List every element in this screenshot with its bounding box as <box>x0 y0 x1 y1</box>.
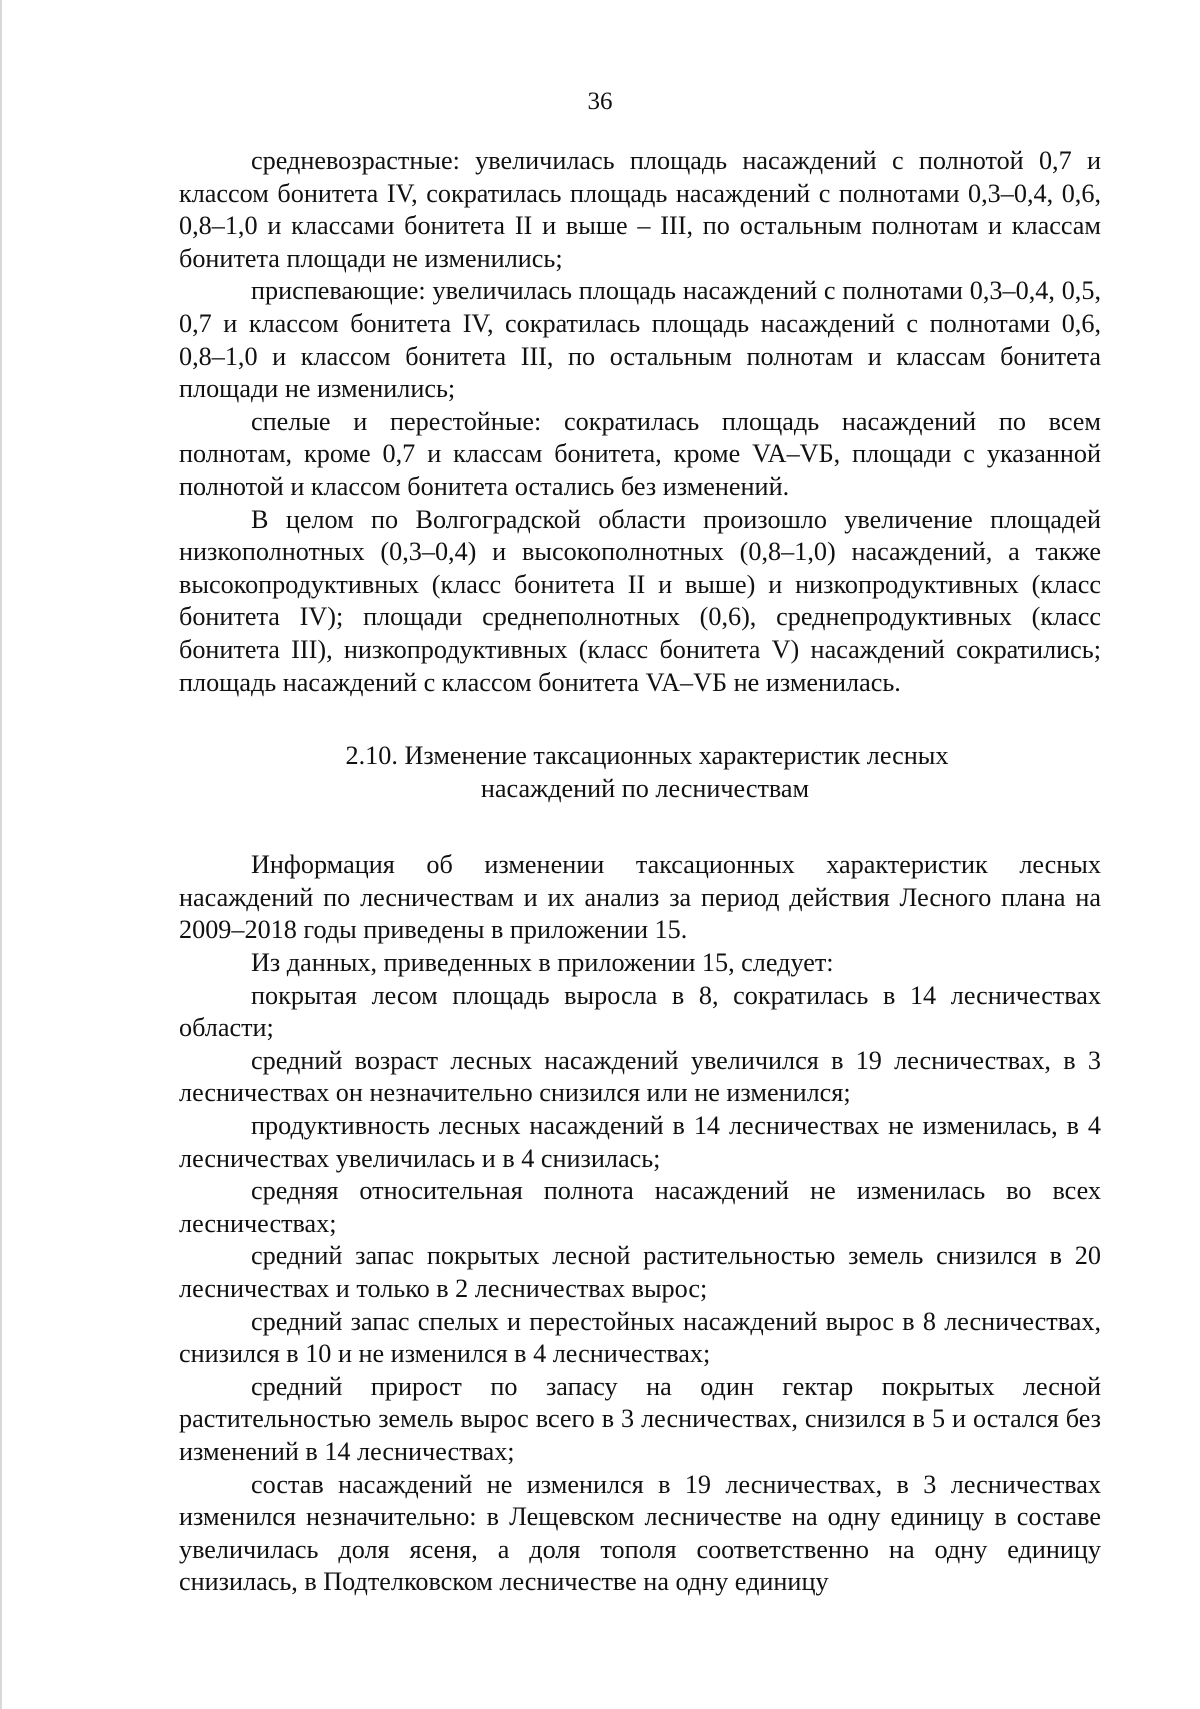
section-heading <box>179 740 1101 805</box>
paragraph-info: Информация об изменении таксационных характеристик лесных насаждений по лесничествам и их анализ за период действия Лесного плана на 2009–2018 годы приведены в приложении 15. <box>179 850 1101 945</box>
list-item-mature-stock: средний запас спелых и перестойных насаждений вырос в 8 лесничествах, снизился в 10 и не изменился в 4 лесничествах; <box>179 1306 1101 1369</box>
paragraph-from-data: Из данных, приведенных в приложении 15, следует: <box>251 948 834 978</box>
paragraph-middle-aged: средневозрастные: увеличилась площадь насаждений с полнотой 0,7 и классом бонитета IV, сократилась площадь насаждений с полнотами 0,3–0,4, 0,6, 0,8–1,0 и классами бонитета II и выше – III, по остальным полнотам и классам бонитета площади не изменились; <box>179 146 1101 273</box>
section-heading-line1: 2.10. Изменение таксационных характеристик лесных <box>345 741 949 771</box>
scan-edge <box>0 0 2 1709</box>
paragraph-volgograd-summary: В целом по Волгоградской области произошло увеличение площадей низкополнотных (0,3–0,4) и высокополнотных (0,8–1,0) насаждений, а также высокопродуктивных (класс бонитета II и выше) и низкопродуктивных (класс бонитета IV); площади среднеполнотных (0,6), среднепродуктивных (класс бонитета III), низкопродуктивных (класс бонитета V) насаждений сократились; площадь насаждений с классом бонитета VA–VБ не изменилась. <box>179 504 1101 697</box>
list-item-density: средняя относительная полнота насаждений не изменилась во всех лесничествах; <box>179 1176 1101 1238</box>
list-item-growth: средний прирост по запасу на один гектар покрытых лесной растительностью земель вырос всего в 3 лесничествах, снизился в 5 и остался без изменений в 14 лесничествах; <box>179 1371 1101 1466</box>
list-item-average-stock: средний запас покрытых лесной растительностью земель снизился в 20 лесничествах и только в 2 лесничествах вырос; <box>179 1241 1101 1303</box>
page-number: 36 <box>587 88 613 115</box>
section-heading-line2: насаждений по лесничествам <box>480 773 810 803</box>
paragraph-premature: приспевающие: увеличилась площадь насаждений с полнотами 0,3–0,4, 0,5, 0,7 и классом бонитета IV, сократилась площадь насаждений с полнотами 0,6, 0,8–1,0 и классом бонитета III, по остальным полнотам и классам бонитета площади не изменились; <box>179 276 1101 404</box>
paragraph-mature: спелые и перестойные: сократилась площадь насаждений по всем полнотам, кроме 0,7 и классам бонитета, кроме VA–VБ, площади с указанной полнотой и классом бонитета остались без изменений. <box>179 406 1101 501</box>
list-item-composition: состав насаждений не изменился в 19 лесничествах, в 3 лесничествах изменился незначительно: в Лещевском лесничестве на одну единицу в составе увеличилась доля ясеня, а доля тополя соответственно на одну единицу снизилась, в Подтелковском лесничестве на одну единицу <box>179 1469 1101 1597</box>
list-item-forest-area: покрытая лесом площадь выросла в 8, сократилась в 14 лесничествах области; <box>179 980 1101 1043</box>
document-body <box>179 145 1101 1599</box>
list-item-productivity: продуктивность лесных насаждений в 14 лесничествах не изменилась, в 4 лесничествах увеличилась и в 4 снизилась; <box>179 1111 1101 1173</box>
list-item-average-age: средний возраст лесных насаждений увеличился в 19 лесничествах, в 3 лесничествах он незначительно снизился или не изменился; <box>179 1045 1101 1108</box>
